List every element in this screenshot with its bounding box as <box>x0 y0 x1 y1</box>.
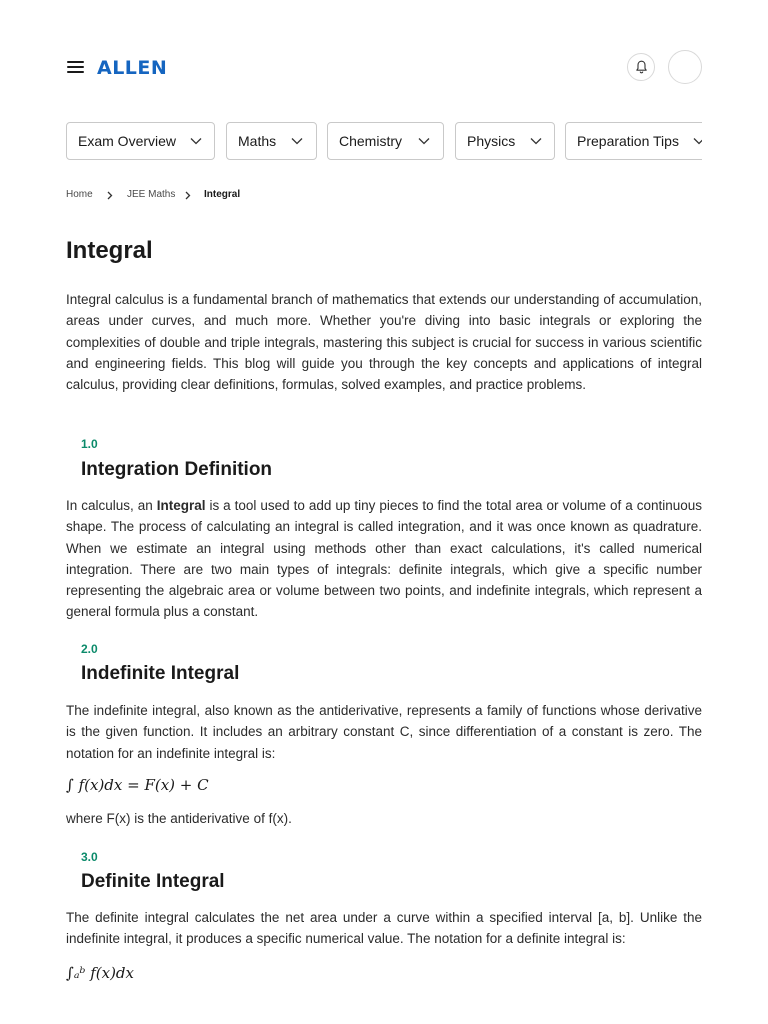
antiderivative-note: where F(x) is the antiderivative of f(x). <box>66 811 292 826</box>
chevron-down-icon <box>418 137 430 145</box>
chevron-down-icon <box>291 137 303 145</box>
section-title-definite-integral: Definite Integral <box>81 871 225 892</box>
section-title-integration-definition: Integration Definition <box>81 459 273 480</box>
chevron-right-icon <box>107 191 113 200</box>
chevron-down-icon <box>530 137 542 145</box>
section-3-paragraph: The definite integral calculates the net area under a curve within a specified interval [a, b]. Unlike the indefinite integral, it produces a specific numerical value. The notation for a definite integral is: <box>66 910 702 947</box>
hamburger-line <box>67 66 84 68</box>
breadcrumb-jee-maths[interactable]: JEE Maths <box>127 189 176 200</box>
tab-label: Maths <box>238 133 277 149</box>
tab-label: Physics <box>467 133 516 149</box>
section-title-indefinite-integral: Indefinite Integral <box>81 663 240 684</box>
tab-maths[interactable] <box>226 122 317 160</box>
section-2-paragraph: The indefinite integral, also known as the antiderivative, represents a family of functions whose derivative is the given function. It includes an arbitrary constant C, since differentiation of a constant is zero. The notation for an indefinite integral is: <box>66 703 702 761</box>
page-title: Integral <box>66 237 153 264</box>
section-number: 3.0 <box>81 850 98 864</box>
tab-chemistry[interactable] <box>327 122 444 160</box>
chevron-down-icon <box>190 137 202 145</box>
tab-label: Exam Overview <box>78 133 177 149</box>
hamburger-line <box>67 71 84 73</box>
top-header <box>66 50 702 86</box>
bold-term: Integral <box>156 498 206 513</box>
section-number: 2.0 <box>81 642 98 656</box>
allen-logo[interactable]: ALLEN <box>97 57 168 79</box>
bell-icon <box>635 60 648 74</box>
text-segment: is a tool used to add up tiny pieces to find the total area or volume of a continuous shape. The process of calculating an integral is called integration, and it was once known as quadrature. When we estimate an integral using methods other than exact calculations, it's called numerical integration. There are two main types of integrals: definite integrals, which give a specific number representing the algebraic area or volume between two points, and indefinite integrals, which represent a general formula plus a constant. <box>66 498 702 620</box>
hamburger-menu-icon[interactable] <box>66 59 86 75</box>
subject-tabs <box>66 122 702 160</box>
intro-paragraph: Integral calculus is a fundamental branch of mathematics that extends our understanding of accumulation, areas under curves, and much more. Whether you're diving into basic integrals or exploring the complexities of double and triple integrals, mastering this subject is crucial for success in various scientific and engineering fields. This blog will guide you through the key concepts and applications of integral calculus, providing clear definitions, formulas, solved examples, and practice problems. <box>66 292 702 393</box>
text-segment: In calculus, an <box>66 498 157 513</box>
indefinite-integral-formula: ∫ f(x)dx = F(x) + C <box>66 776 209 794</box>
breadcrumb-current: Integral <box>204 189 241 200</box>
hamburger-line <box>67 61 84 63</box>
chevron-down-icon <box>693 137 702 145</box>
user-avatar[interactable] <box>668 50 702 84</box>
tab-physics[interactable] <box>455 122 555 160</box>
tab-label: Preparation Tips <box>577 133 679 149</box>
breadcrumb-home[interactable]: Home <box>66 189 93 200</box>
definite-integral-formula: ∫ₐᵇ f(x)dx <box>66 964 134 982</box>
chevron-right-icon <box>185 191 191 200</box>
tab-exam-overview[interactable] <box>66 122 215 160</box>
tab-label: Chemistry <box>339 133 403 149</box>
tab-preparation-tips[interactable] <box>565 122 702 160</box>
notifications-button[interactable] <box>627 53 655 81</box>
section-number: 1.0 <box>81 437 98 451</box>
section-1-paragraph <box>66 495 702 623</box>
